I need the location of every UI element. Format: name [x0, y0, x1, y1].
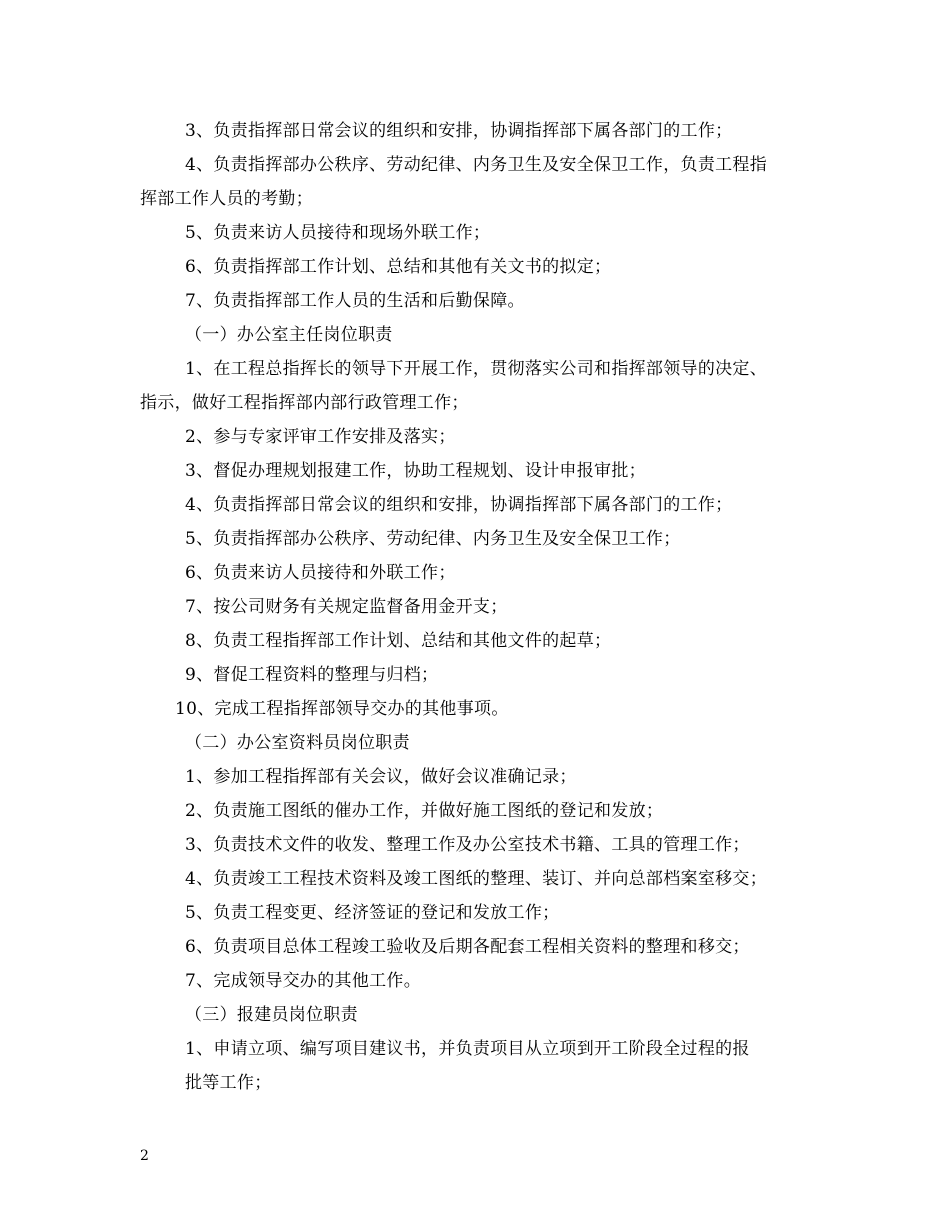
text-line: 7、完成领导交办的其他工作。 — [185, 971, 422, 991]
text-line: 2、参与专家评审工作安排及落实； — [185, 427, 456, 447]
text-line: 4、负责竣工工程技术资料及竣工图纸的整理、装订、并向总部档案室移交； — [185, 869, 768, 889]
page-number: 2 — [140, 1148, 149, 1164]
text-line: 1、在工程总指挥长的领导下开展工作，贯彻落实公司和指挥部领导的决定、 — [185, 359, 768, 379]
text-line: 3、督促办理规划报建工作，协助工程规划、设计申报审批； — [185, 461, 646, 481]
text-line: 9、督促工程资料的整理与归档； — [185, 665, 439, 685]
text-line: 7、按公司财务有关规定监督备用金开支； — [185, 597, 508, 617]
text-line: 5、负责来访人员接待和现场外联工作； — [185, 223, 491, 243]
text-line: 1、参加工程指挥部有关会议，做好会议准确记录； — [185, 767, 577, 787]
text-line: 指示，做好工程指挥部内部行政管理工作； — [140, 393, 469, 413]
text-line: 8、负责工程指挥部工作计划、总结和其他文件的起草； — [185, 631, 612, 651]
text-line: 批等工作； — [185, 1073, 272, 1093]
text-line: 6、负责项目总体工程竣工验收及后期各配套工程相关资料的整理和移交； — [185, 937, 750, 957]
text-line: 5、负责指挥部办公秩序、劳动纪律、内务卫生及安全保卫工作； — [185, 529, 681, 549]
text-line: 3、负责指挥部日常会议的组织和安排，协调指挥部下属各部门的工作； — [185, 121, 733, 141]
text-line: 7、负责指挥部工作人员的生活和后勤保障。 — [185, 291, 525, 311]
section-heading: （一）办公室主任岗位职责 — [185, 325, 393, 345]
text-line: 6、负责来访人员接待和外联工作； — [185, 563, 456, 583]
text-line: 6、负责指挥部工作计划、总结和其他有关文书的拟定； — [185, 257, 612, 277]
text-line: 3、负责技术文件的收发、整理工作及办公室技术书籍、工具的管理工作； — [185, 835, 750, 855]
text-line: 10、完成工程指挥部领导交办的其他事项。 — [175, 699, 509, 719]
text-line: 5、负责工程变更、经济签证的登记和发放工作； — [185, 903, 560, 923]
text-line: 1、申请立项、编写项目建议书，并负责项目从立项到开工阶段全过程的报 — [185, 1039, 750, 1059]
text-line: 挥部工作人员的考勤； — [140, 189, 313, 209]
text-line: 4、负责指挥部日常会议的组织和安排，协调指挥部下属各部门的工作； — [185, 495, 733, 515]
section-heading: （二）办公室资料员岗位职责 — [185, 733, 410, 753]
section-heading: （三）报建员岗位职责 — [185, 1005, 358, 1025]
text-line: 2、负责施工图纸的催办工作，并做好施工图纸的登记和发放； — [185, 801, 664, 821]
text-line: 4、负责指挥部办公秩序、劳动纪律、内务卫生及安全保卫工作，负责工程指 — [185, 155, 768, 175]
